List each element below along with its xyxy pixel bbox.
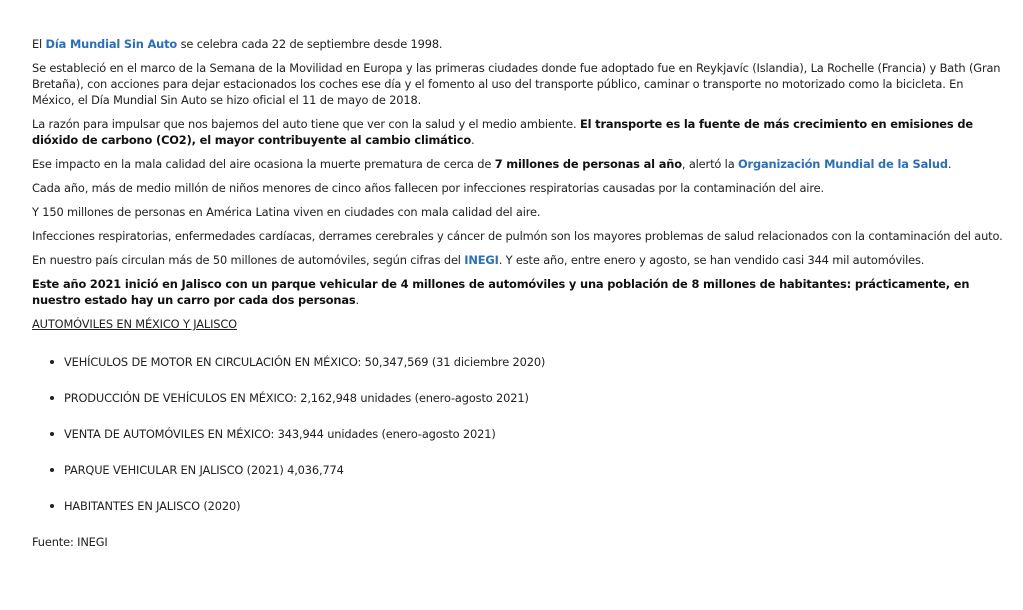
paragraph-reason — [32, 116, 1007, 148]
list-item — [50, 354, 1007, 370]
intro-text-end: se celebra cada 22 de septiembre desde 1998. — [177, 37, 443, 51]
bullet-icon — [50, 504, 54, 508]
impact-text: Ese impacto en la mala calidad del aire ocasiona la muerte prematura de cerca de — [32, 157, 495, 171]
stat-vehiculos-circulacion: VEHÍCULOS DE MOTOR EN CIRCULACIÓN EN MÉXICO: 50,347,569 (31 diciembre 2020) — [64, 355, 546, 369]
paragraph-impact — [32, 156, 1007, 172]
oms-link[interactable]: Organización Mundial de la Salud — [738, 157, 948, 171]
stat-parque-vehicular: PARQUE VEHICULAR EN JALISCO (2021) 4,036,774 — [64, 463, 344, 477]
bullet-icon — [50, 396, 54, 400]
intro-text: El — [32, 37, 46, 51]
bullet-icon — [50, 360, 54, 364]
stats-list — [32, 354, 1007, 514]
list-item — [50, 426, 1007, 442]
paragraph-history: Se estableció en el marco de la Semana de la Movilidad en Europa y las primeras ciudades donde fue adoptado fue en Reykjavíc (Islandia), La Rochelle (Francia) y Bath (Gran Bretaña), con acciones para dejar estacionados los coches ese día y el fomento al uso del transporte público, caminar o transporte no motorizado como la bicicleta. En México, el Día Mundial Sin Auto se hizo oficial el 11 de mayo de 2018. — [32, 61, 1001, 107]
list-item — [50, 462, 1007, 478]
paragraph-intro — [32, 36, 1007, 52]
dia-mundial-sin-auto-link[interactable]: Día Mundial Sin Auto — [45, 37, 178, 51]
section-title-autos: AUTOMÓVILES EN MÉXICO Y JALISCO — [32, 317, 237, 331]
jalisco-text-end: . — [355, 293, 359, 307]
paragraph-mexico-cars — [32, 252, 1007, 268]
paragraph-latam: Y 150 millones de personas en América Latina viven en ciudades con mala calidad del aire. — [32, 205, 541, 219]
reason-bold-text: El transporte es la fuente de más crecimiento en emisiones de dióxido de carbono (CO2), el mayor contribuyente al cambio climático — [32, 117, 973, 147]
bullet-icon — [50, 468, 54, 472]
stat-venta: VENTA DE AUTOMÓVILES EN MÉXICO: 343,944 unidades (enero-agosto 2021) — [64, 427, 496, 441]
impact-text-end: . — [947, 157, 952, 171]
reason-text: La razón para impulsar que nos bajemos del auto tiene que ver con la salud y el medio ambiente. — [32, 117, 580, 131]
inegi-link[interactable]: INEGI — [464, 253, 499, 267]
stat-habitantes: HABITANTES EN JALISCO (2020) — [64, 499, 241, 513]
source-note: Fuente: INEGI — [32, 535, 108, 549]
paragraph-children: Cada año, más de medio millón de niños menores de cinco años fallecen por infecciones respiratorias causadas por la contaminación del aire. — [32, 181, 824, 195]
impact-bold-text: 7 millones de personas al año — [494, 157, 682, 171]
impact-text-middle: , alertó la — [681, 157, 738, 171]
mexico-cars-text: En nuestro país circulan más de 50 millones de automóviles, según cifras del — [32, 253, 465, 267]
bullet-icon — [50, 432, 54, 436]
paragraph-jalisco — [32, 276, 1007, 308]
mexico-cars-text-end: . Y este año, entre enero y agosto, se han vendido casi 344 mil automóviles. — [498, 253, 925, 267]
list-item — [50, 390, 1007, 406]
jalisco-bold-text: Este año 2021 inició en Jalisco con un parque vehicular de 4 millones de automóviles y una población de 8 millones de habitantes: prácticamente, en nuestro estado hay un carro por cada dos personas — [32, 277, 970, 307]
list-item — [50, 498, 1007, 514]
stat-produccion: PRODUCCIÓN DE VEHÍCULOS EN MÉXICO: 2,162,948 unidades (enero-agosto 2021) — [64, 391, 529, 405]
reason-text-end: . — [471, 133, 475, 147]
paragraph-health: Infecciones respiratorias, enfermedades cardíacas, derrames cerebrales y cáncer de pulmón son los mayores problemas de salud relacionados con la contaminación del auto. — [32, 229, 1003, 243]
